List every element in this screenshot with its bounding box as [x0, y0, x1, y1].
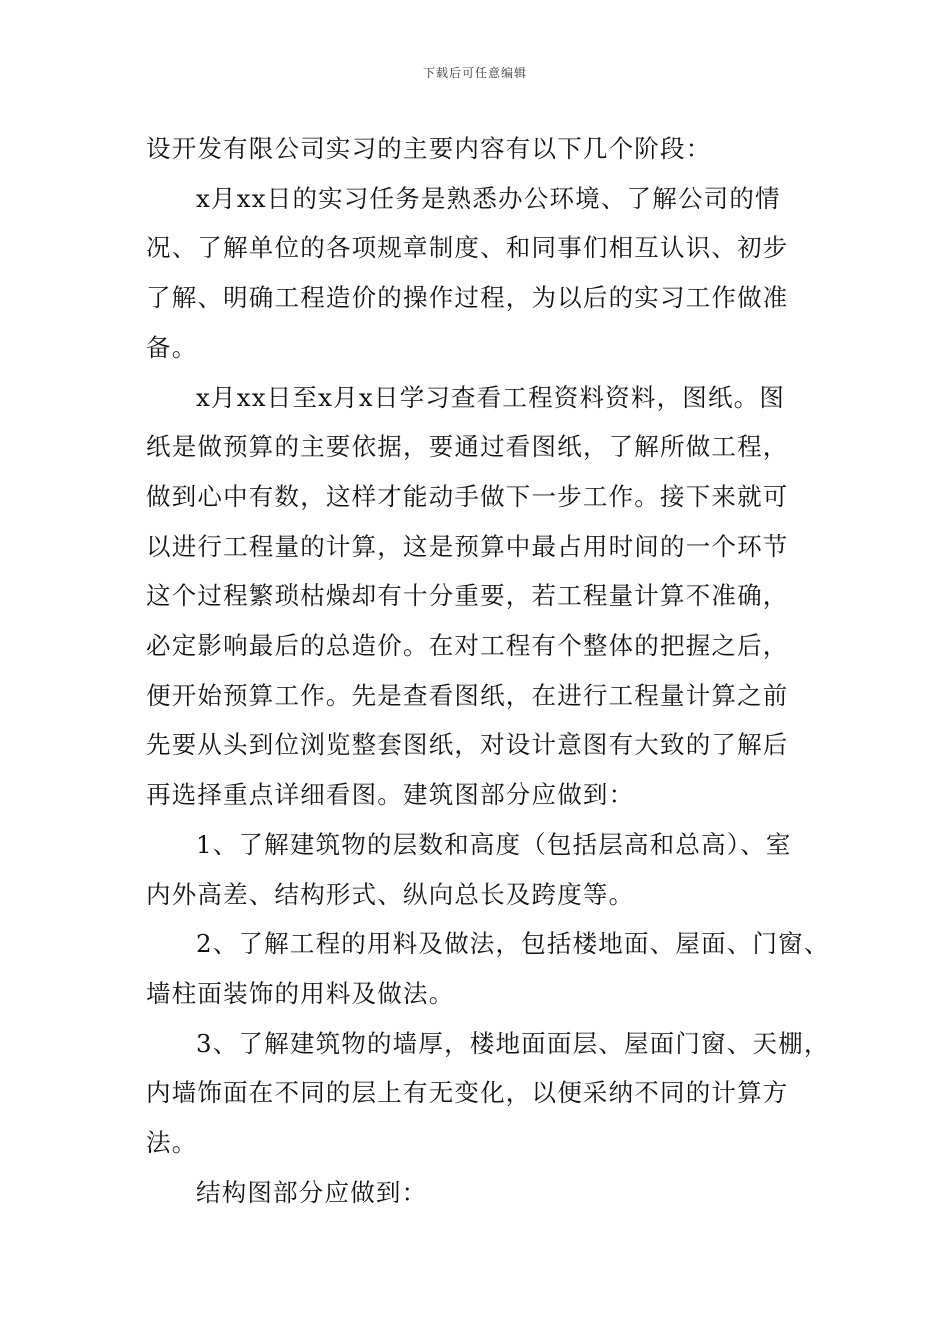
text-line: 墙柱面装饰的用料及做法。 — [146, 978, 455, 1008]
paragraph-first-task — [146, 174, 826, 373]
text-line: 必定影响最后的总造价。在对工程有个整体的把握之后， — [146, 631, 789, 661]
paragraph-intro — [146, 124, 826, 174]
text-line: 以进行工程量的计算，这是预算中最占用时间的一个环节 — [146, 531, 789, 561]
text-line: 设开发有限公司实习的主要内容有以下几个阶段： — [146, 134, 712, 163]
paragraph-item-1 — [146, 820, 826, 919]
text-line: 便开始预算工作。先是查看图纸，在进行工程量计算之前 — [146, 680, 789, 710]
text-line: x月xx日的实习任务是熟悉办公环境、了解公司的情 — [196, 183, 781, 213]
text-line: 纸是做预算的主要依据，要通过看图纸，了解所做工程， — [146, 432, 789, 462]
paragraph-item-3 — [146, 1019, 830, 1168]
text-line: 再选择重点详细看图。建筑图部分应做到： — [146, 780, 635, 810]
paragraph-structure — [146, 1168, 826, 1218]
document-body — [146, 124, 830, 1217]
text-line: 3、了解建筑物的墙厚，楼地面面层、屋面门窗、天棚， — [196, 1028, 830, 1058]
text-line: 这个过程繁琐枯燥却有十分重要，若工程量计算不准确， — [146, 581, 789, 611]
page-header: 下载后可任意编辑 — [422, 66, 527, 80]
text-line: 备。 — [146, 332, 198, 362]
text-line: 了解、明确工程造价的操作过程，为以后的实习工作做准 — [146, 283, 789, 313]
text-line: 内墙饰面在不同的层上有无变化，以便采纳不同的计算方 — [146, 1078, 789, 1108]
text-line: 先要从头到位浏览整套图纸，对设计意图有大致的了解后 — [146, 730, 789, 760]
text-line: x月xx日至x月x日学习查看工程资料资料，图纸。图 — [196, 382, 786, 412]
text-line: 2、了解工程的用料及做法，包括楼地面、屋面、门窗、 — [196, 929, 830, 959]
text-line: 况、了解单位的各项规章制度、和同事们相互认识、初步 — [146, 233, 789, 263]
text-line: 1、了解建筑物的层数和高度（包括层高和总高）、室 — [196, 829, 792, 859]
text-line: 结构图部分应做到： — [196, 1177, 428, 1207]
paragraph-drawings — [146, 373, 826, 820]
text-line: 内外高差、结构形式、纵向总长及跨度等。 — [146, 879, 635, 909]
paragraph-item-2 — [146, 919, 830, 1018]
text-line: 法。 — [146, 1128, 198, 1158]
text-line: 做到心中有数，这样才能动手做下一步工作。接下来就可 — [146, 481, 789, 511]
